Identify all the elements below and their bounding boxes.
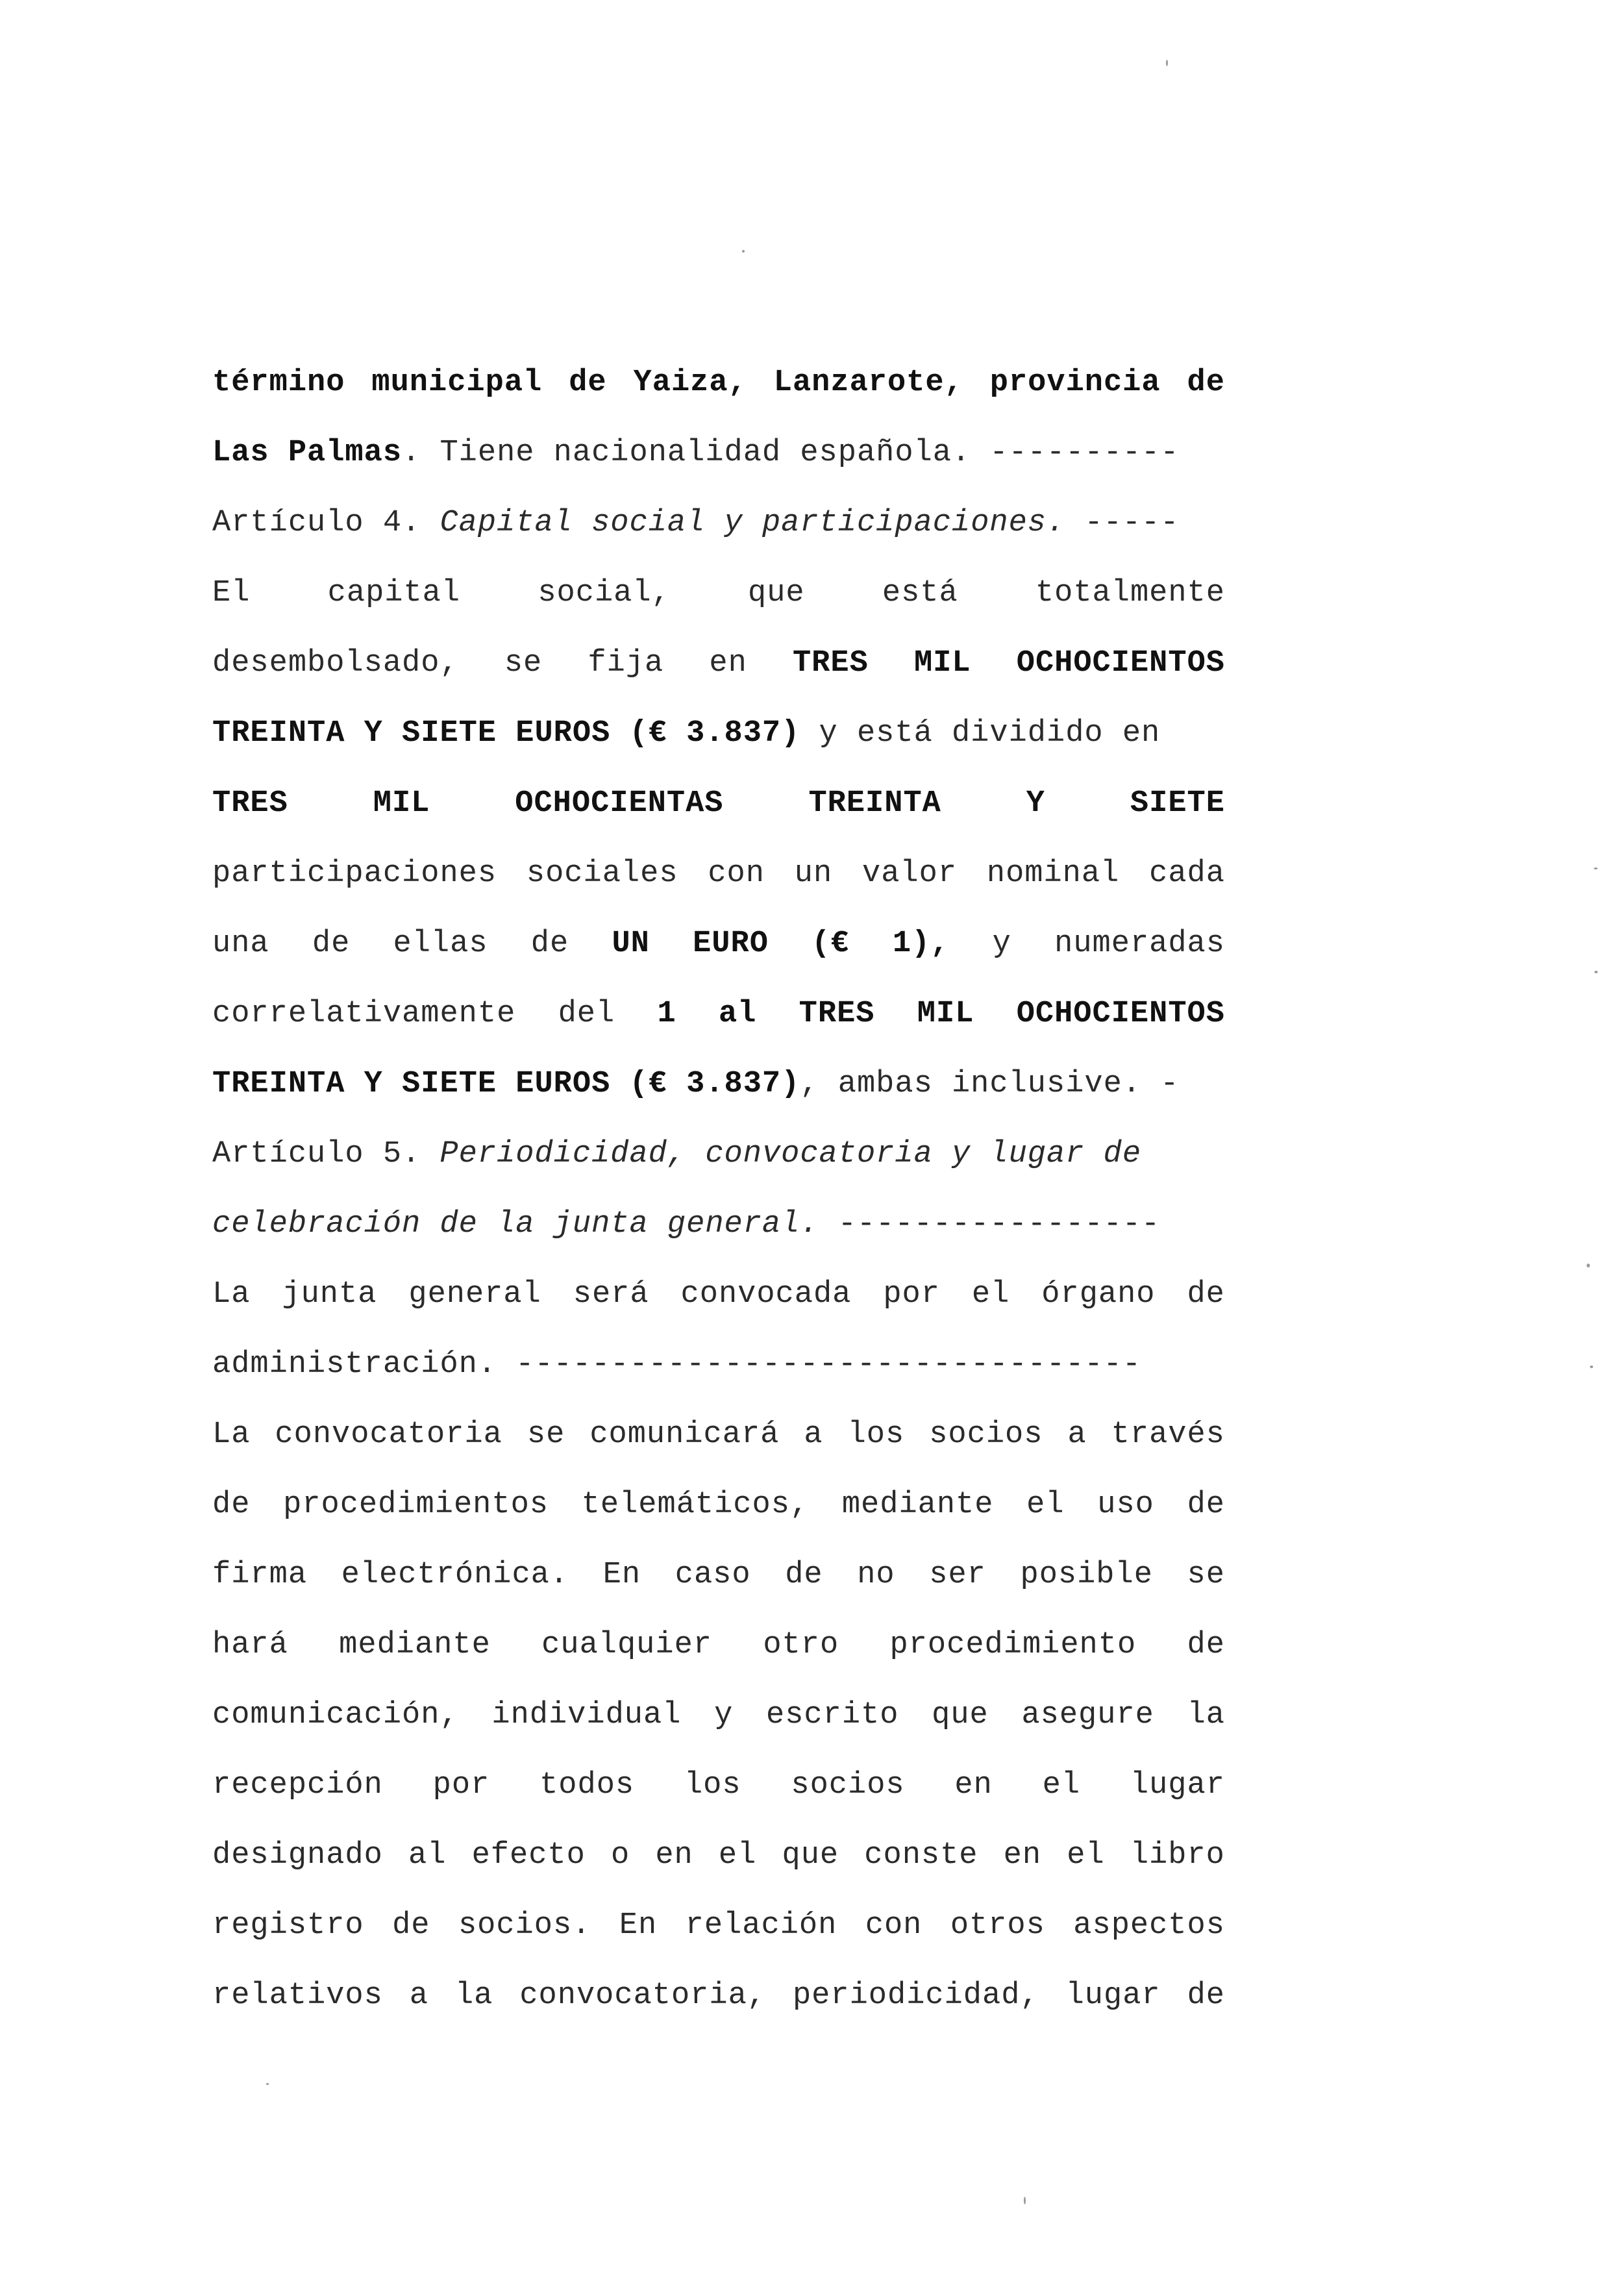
text-line (212, 995, 1225, 1034)
dash-fill: ----------------- (819, 1207, 1161, 1242)
word: valor (862, 856, 958, 891)
scan-speck (1587, 1264, 1590, 1267)
word: UN (612, 927, 650, 961)
text-line (212, 574, 1225, 613)
word: lugar (1130, 1768, 1225, 1803)
scan-speck (1594, 971, 1598, 973)
text-line (212, 1345, 1225, 1384)
bold-phrase: Las Palmas (212, 436, 403, 470)
word: una (212, 927, 269, 961)
word: MIL (917, 997, 974, 1031)
text-line (212, 1065, 1225, 1104)
word: en (655, 1838, 693, 1873)
word: los (684, 1768, 741, 1803)
word: caso (675, 1558, 751, 1592)
scan-speck (1594, 867, 1598, 869)
word: 1 (657, 997, 676, 1031)
word: el (718, 1838, 757, 1873)
scan-speck (1166, 60, 1168, 66)
article-heading: Artículo 4. (212, 506, 440, 540)
word: en (1003, 1838, 1042, 1873)
word: o (610, 1838, 630, 1873)
word: la (1187, 1698, 1225, 1732)
text-line (212, 1836, 1225, 1875)
word: se (527, 1417, 565, 1452)
word: lugar (1065, 1978, 1161, 2013)
word: de (1187, 366, 1225, 400)
text-line (212, 504, 1225, 543)
word: que (748, 576, 805, 610)
text-line (212, 1135, 1225, 1174)
word: escrito (766, 1698, 899, 1732)
word: firma (212, 1558, 308, 1592)
scan-speck (1590, 1366, 1593, 1368)
word: convocada (680, 1277, 852, 1312)
word: totalmente (1035, 576, 1225, 610)
word: EURO (693, 927, 769, 961)
word: de (569, 366, 607, 400)
word: socios (929, 1417, 1043, 1452)
amount-text: TREINTA Y SIETE EUROS (€ 3.837) (212, 716, 800, 751)
text-line (212, 1626, 1225, 1665)
word: efecto (471, 1838, 586, 1873)
text-line (212, 1906, 1225, 1945)
text-line (212, 434, 1225, 473)
word: a (804, 1417, 823, 1452)
word: en (954, 1768, 993, 1803)
word: asegure (1021, 1698, 1154, 1732)
word: TRES (212, 786, 288, 821)
scan-speck (1024, 2197, 1026, 2204)
word: OCHOCIENTOS (1016, 997, 1225, 1031)
word: de (212, 1488, 251, 1522)
word: el (1026, 1488, 1065, 1522)
word: SIETE (1130, 786, 1225, 821)
word: recepción (212, 1768, 383, 1803)
word: con (708, 856, 765, 891)
word: y (714, 1698, 734, 1732)
word: convocatoria, (519, 1978, 767, 2013)
text-line (212, 1486, 1225, 1525)
text-line (212, 1205, 1225, 1244)
word: conste (864, 1838, 978, 1873)
word: social, (538, 576, 671, 610)
word: numeradas (1054, 927, 1225, 961)
word: municipal (371, 366, 543, 400)
word: desembolsado, (212, 646, 459, 680)
word: cada (1149, 856, 1225, 891)
word: la (454, 1978, 493, 2013)
word: fija (588, 646, 664, 680)
word: OCHOCIENTAS (515, 786, 724, 821)
word: órgano (1041, 1277, 1156, 1312)
article-title: celebración de la junta general. (212, 1207, 819, 1242)
word: los (847, 1417, 905, 1452)
word: ellas (393, 927, 488, 961)
text-line (212, 714, 1225, 753)
text-line (212, 364, 1225, 403)
word: de (312, 927, 351, 961)
text-line (212, 1416, 1225, 1454)
word: mediante (841, 1488, 994, 1522)
word: través (1111, 1417, 1225, 1452)
word: En (602, 1558, 641, 1592)
word: ser (929, 1558, 986, 1592)
text-line (212, 644, 1225, 683)
word: comunicará (589, 1417, 780, 1452)
word: Yaiza, (633, 366, 747, 400)
word: al (408, 1838, 447, 1873)
word: nominal (986, 856, 1120, 891)
word: y (992, 927, 1011, 961)
word: uso (1097, 1488, 1154, 1522)
word: será (573, 1277, 649, 1312)
word: posible (1020, 1558, 1153, 1592)
word: el (1042, 1768, 1081, 1803)
text-line (212, 1766, 1225, 1805)
word: procedimiento (889, 1628, 1137, 1662)
amount-text: TREINTA Y SIETE EUROS (€ 3.837) (212, 1067, 800, 1101)
word: por (883, 1277, 940, 1312)
word: Y (1026, 786, 1045, 821)
word: 1), (892, 927, 950, 961)
article-title: Capital social y participaciones. (440, 506, 1066, 540)
word: de (1187, 1628, 1225, 1662)
text-line (212, 784, 1225, 823)
word: un (794, 856, 833, 891)
word: designado (212, 1838, 383, 1873)
word: relativos (212, 1978, 383, 2013)
word: procedimientos (283, 1488, 549, 1522)
phrase: , ambas inclusive. - (800, 1067, 1180, 1101)
word: correlativamente (212, 997, 516, 1031)
word: registro (212, 1908, 364, 1943)
word: de (530, 927, 569, 961)
word: no (857, 1558, 895, 1592)
word: al (718, 997, 757, 1031)
word: El (212, 576, 251, 610)
word: el (1067, 1838, 1105, 1873)
text-line (212, 1977, 1225, 2015)
text-line (212, 1556, 1225, 1595)
phrase: y está dividido en (800, 716, 1161, 751)
word: término (212, 366, 345, 400)
word: otros (950, 1908, 1045, 1943)
word: telemáticos, (581, 1488, 810, 1522)
word: comunicación, (212, 1698, 459, 1732)
word: provincia (989, 366, 1161, 400)
word: capital (327, 576, 461, 610)
word: que (782, 1838, 839, 1873)
text-line (212, 855, 1225, 893)
word: de (1187, 1277, 1225, 1312)
word: a (409, 1978, 429, 2013)
word: socios. (458, 1908, 591, 1943)
text-line (212, 1275, 1225, 1314)
word: junta (282, 1277, 377, 1312)
dash-fill: ----- (1065, 506, 1180, 540)
scan-speck (266, 2083, 269, 2085)
article-title: Periodicidad, convocatoria y lugar de (440, 1137, 1142, 1171)
word: participaciones (212, 856, 497, 891)
word: TRES (799, 997, 875, 1031)
word: La (212, 1417, 251, 1452)
word: con (865, 1908, 923, 1943)
word: en (709, 646, 747, 680)
word: que (932, 1698, 989, 1732)
word: convocatoria (275, 1417, 502, 1452)
word: otro (763, 1628, 839, 1662)
word: el (971, 1277, 1010, 1312)
word: está (882, 576, 958, 610)
word: electrónica. (341, 1558, 569, 1592)
text-line (212, 925, 1225, 964)
word: La (212, 1277, 251, 1312)
word: se (504, 646, 543, 680)
word: de (392, 1908, 430, 1943)
word: TRES (792, 646, 869, 680)
word: relación (685, 1908, 837, 1943)
phrase: administración. --------------------------------- (212, 1347, 1142, 1382)
word: Lanzarote, (773, 366, 963, 400)
text-line (212, 1696, 1225, 1735)
word: por (432, 1768, 490, 1803)
word: mediante (339, 1628, 491, 1662)
word: todos (539, 1768, 635, 1803)
word: individual (491, 1698, 682, 1732)
word: (€ (812, 927, 850, 961)
word: MIL (913, 646, 971, 680)
word: OCHOCIENTOS (1016, 646, 1225, 680)
word: En (619, 1908, 658, 1943)
word: periodicidad, (792, 1978, 1039, 2013)
word: general (408, 1277, 541, 1312)
word: sociales (526, 856, 678, 891)
word: se (1187, 1558, 1225, 1592)
word: TREINTA (808, 786, 941, 821)
phrase: . Tiene nacionalidad española. ---------- (402, 436, 1180, 470)
article-heading: Artículo 5. (212, 1137, 440, 1171)
scan-speck (742, 250, 745, 253)
word: de (785, 1558, 823, 1592)
word: libro (1130, 1838, 1225, 1873)
word: a (1067, 1417, 1087, 1452)
word: de (1187, 1978, 1225, 2013)
word: MIL (373, 786, 430, 821)
word: socios (791, 1768, 905, 1803)
word: cualquier (541, 1628, 712, 1662)
word: del (558, 997, 615, 1031)
word: de (1187, 1488, 1225, 1522)
word: aspectos (1073, 1908, 1225, 1943)
word: hará (212, 1628, 288, 1662)
